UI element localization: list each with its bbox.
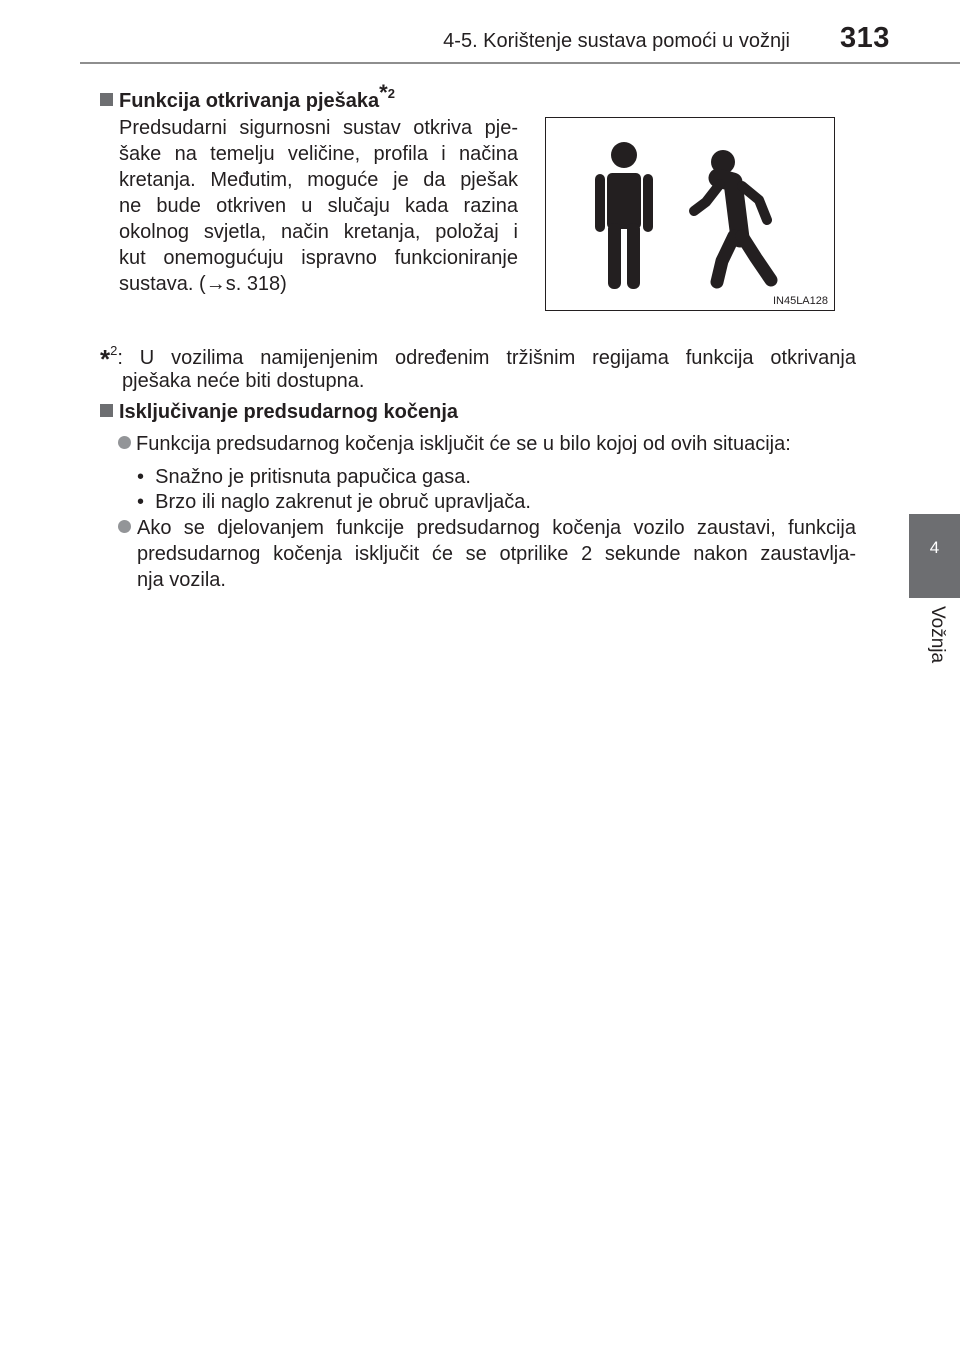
footnote-line — [100, 336, 856, 374]
section-heading-text: Funkcija otkrivanja pješaka — [119, 90, 380, 112]
heading-footnote-marker: * — [379, 80, 388, 105]
paragraph-line: nja vozila. — [137, 569, 226, 591]
section-heading-pedestrian-detection — [100, 80, 395, 113]
list-item — [118, 515, 136, 541]
section-heading-text: Isključivanje predsudarnog kočenja — [119, 401, 459, 423]
walking-pedestrian-icon — [694, 150, 771, 282]
heading-footnote-sup: 2 — [387, 86, 395, 101]
round-bullet-icon — [118, 436, 131, 449]
square-bullet-icon — [100, 404, 113, 417]
round-bullet-icon — [118, 520, 131, 533]
list-item — [118, 431, 791, 457]
paragraph-line: sustava. (→s. 318) — [119, 273, 287, 295]
paragraph-line: ne bude otkriven u slučaju kada razina — [119, 195, 518, 217]
header-rule — [80, 62, 960, 64]
paragraph-line: kut onemogućuju ispravno funkcioniranje — [119, 247, 518, 269]
dot-bullet-icon: • — [137, 491, 145, 513]
pedestrian-illustration — [546, 118, 834, 310]
footnote-sup: 2 — [110, 343, 118, 358]
paragraph-line: šake na temelju veličine, profila i načina — [119, 143, 518, 165]
chapter-tab-number: 4 — [929, 538, 940, 557]
footnote-marker: * — [100, 344, 111, 374]
figure-code: IN45LA128 — [772, 295, 828, 307]
sub-list-item-text: Brzo ili naglo zakrenut je obruč upravljača. — [155, 491, 531, 513]
pedestrian-figure — [545, 117, 835, 311]
sub-list-item — [137, 489, 531, 515]
header-section-title: 4-5. Korištenje sustava pomoći u vožnji — [443, 30, 790, 52]
page-number: 313 — [840, 22, 890, 54]
paragraph-line: Ako se djelovanjem funkcije predsudarnog kočenja vozilo zaustavi, funkcija — [137, 517, 856, 539]
footnote — [100, 336, 856, 396]
heading-footnote-ref — [379, 80, 395, 105]
sub-list-item-text: Snažno je pritisnuta papučica gasa. — [155, 466, 471, 488]
paragraph-line: okolnog svjetla, način kretanja, položaj i — [119, 221, 518, 243]
paragraph-line: Predsudarni sigurnosni sustav otkriva pje- — [119, 117, 518, 139]
footnote-text-1: : U vozilima namijenjenim određenim tržišnim regijama funkcija otkrivanja — [117, 347, 856, 369]
pedestrian-detection-paragraph — [119, 115, 518, 297]
standing-pedestrian-icon — [595, 142, 653, 289]
paragraph-line: kretanja. Međutim, moguće je da pješak — [119, 169, 518, 191]
section-heading-disable-braking — [100, 401, 458, 424]
list-item-paragraph — [137, 515, 856, 593]
chapter-tab-label: Vožnja — [927, 606, 948, 664]
paragraph-line: predsudarnog kočenja isključit će se otprilike 2 sekunde nakon zaustavlja- — [137, 543, 856, 565]
footnote-text-2: pješaka neće biti dostupna. — [122, 370, 365, 392]
list-item-text: Funkcija predsudarnog kočenja isključit će se u bilo kojoj od ovih situacija: — [136, 433, 791, 455]
square-bullet-icon — [100, 93, 113, 106]
dot-bullet-icon: • — [137, 466, 145, 488]
sub-list-item — [137, 464, 471, 490]
